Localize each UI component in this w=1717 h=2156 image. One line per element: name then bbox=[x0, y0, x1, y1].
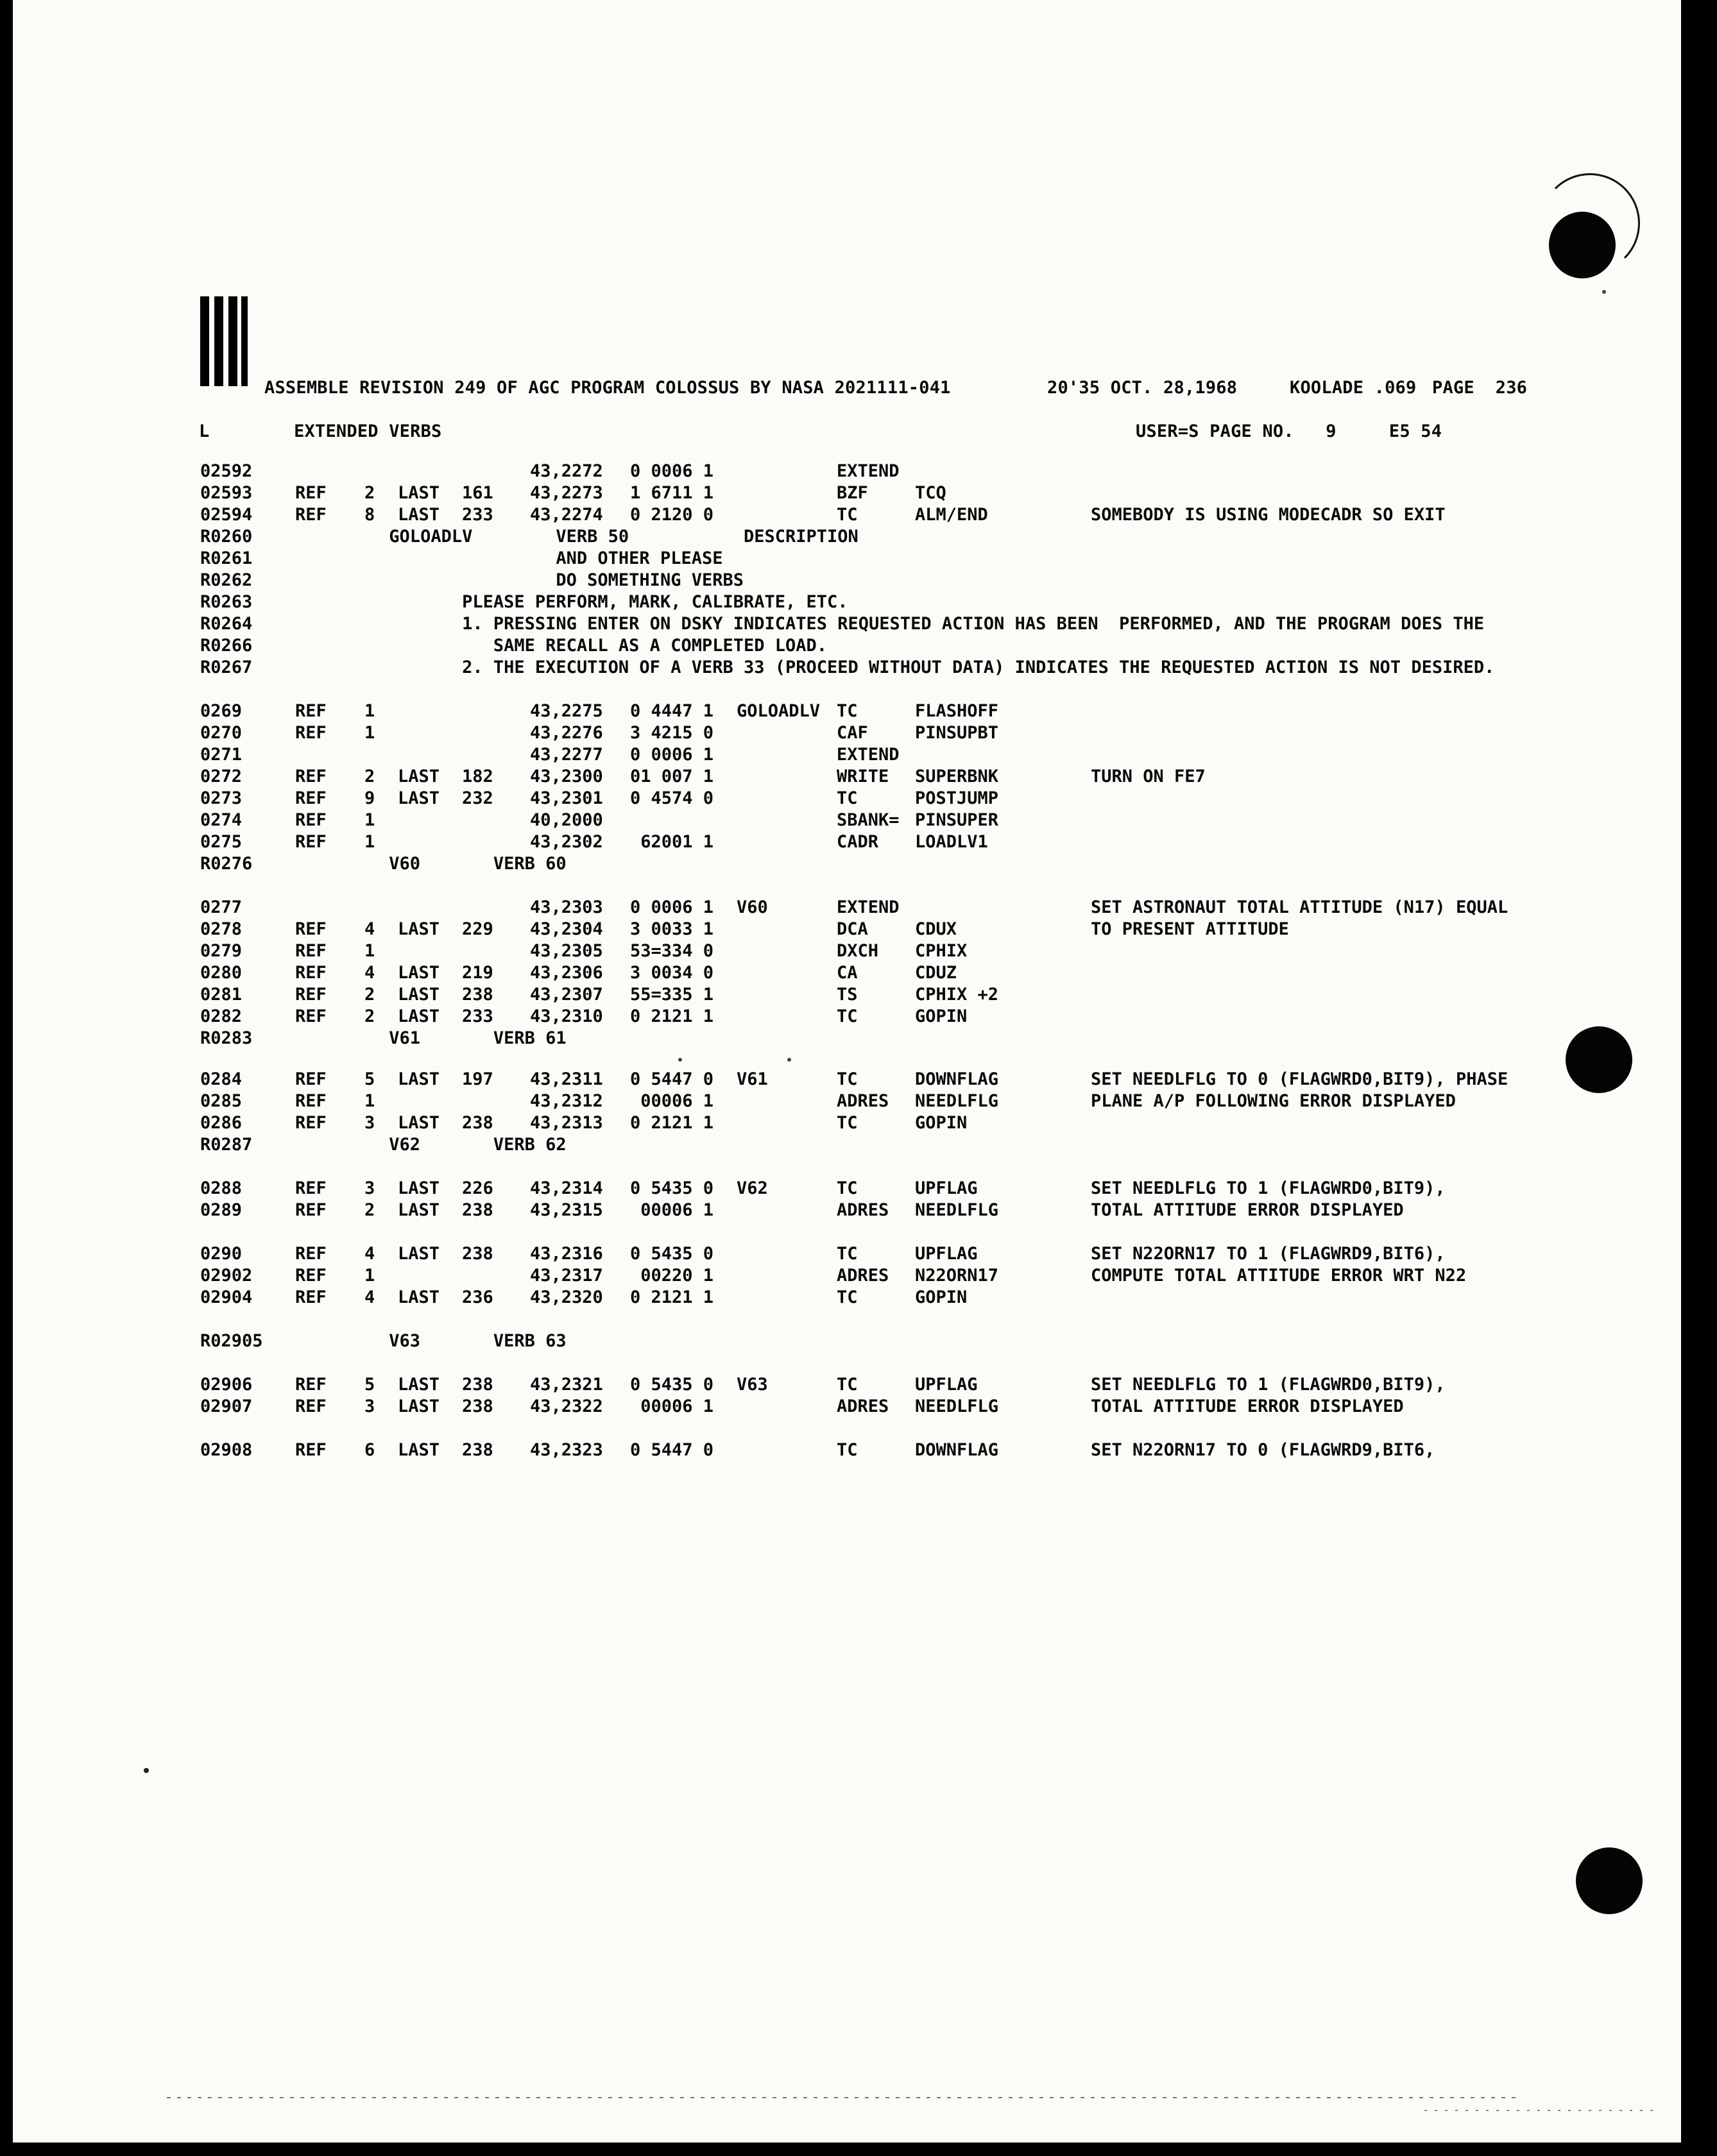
octal-word: 3 4215 0 bbox=[630, 723, 714, 743]
ref-count: 2 bbox=[364, 1006, 375, 1026]
last-page: 197 bbox=[462, 1069, 493, 1089]
address: 43,2303 bbox=[530, 897, 603, 917]
description-line: SAME RECALL AS A COMPLETED LOAD. bbox=[295, 636, 828, 656]
description-line: 1. PRESSING ENTER ON DSKY INDICATES REQUESTED ACTION HAS BEEN PERFORMED, AND THE PROGRAM DOES THE bbox=[295, 614, 1485, 634]
octal-word: 0 0006 1 bbox=[630, 897, 714, 917]
last-marker: LAST bbox=[398, 1178, 440, 1198]
last-marker: LAST bbox=[398, 505, 440, 525]
ref-marker: REF bbox=[295, 1113, 327, 1133]
ref-marker: REF bbox=[295, 788, 327, 808]
ref-marker: REF bbox=[295, 1200, 327, 1220]
last-page: 236 bbox=[462, 1287, 493, 1307]
line-id: R0283 bbox=[200, 1028, 253, 1048]
ref-marker: REF bbox=[295, 941, 327, 961]
ref-marker: REF bbox=[295, 1440, 327, 1460]
line-id: R02905 bbox=[200, 1331, 263, 1351]
line-id: 02594 bbox=[200, 505, 253, 525]
line-id: 02592 bbox=[200, 461, 253, 481]
line-id: R0276 bbox=[200, 854, 253, 874]
address: 43,2304 bbox=[530, 919, 603, 939]
ref-marker: REF bbox=[295, 483, 327, 503]
ref-count: 1 bbox=[364, 723, 375, 743]
opcode: DCA bbox=[837, 919, 868, 939]
address: 43,2272 bbox=[530, 461, 603, 481]
ref-marker: REF bbox=[295, 1006, 327, 1026]
line-id: 0286 bbox=[200, 1113, 243, 1133]
operand: DOWNFLAG bbox=[915, 1069, 999, 1089]
opcode: ADRES bbox=[837, 1200, 889, 1220]
operand: PINSUPBT bbox=[915, 723, 999, 743]
ref-count: 4 bbox=[364, 919, 375, 939]
octal-word: 55=335 1 bbox=[630, 985, 714, 1005]
listing-user: KOOLADE .069 bbox=[1290, 378, 1417, 398]
ref-marker: REF bbox=[295, 1287, 327, 1307]
opcode: TC bbox=[837, 701, 858, 721]
last-marker: LAST bbox=[398, 985, 440, 1005]
last-marker: LAST bbox=[398, 1396, 440, 1416]
last-page: 226 bbox=[462, 1178, 493, 1198]
ref-count: 1 bbox=[364, 832, 375, 852]
operand: GOPIN bbox=[915, 1006, 968, 1026]
opcode: TC bbox=[837, 1178, 858, 1198]
last-marker: LAST bbox=[398, 483, 440, 503]
description-line: 2. THE EXECUTION OF A VERB 33 (PROCEED WITHOUT DATA) INDICATES THE REQUESTED ACTION IS NOT DESIRED. bbox=[295, 658, 1495, 677]
address: 43,2306 bbox=[530, 963, 603, 983]
ref-marker: REF bbox=[295, 505, 327, 525]
ref-marker: REF bbox=[295, 767, 327, 786]
opcode: CA bbox=[837, 963, 858, 983]
address: 43,2277 bbox=[530, 745, 603, 765]
ref-count: 3 bbox=[364, 1396, 375, 1416]
comment: SET N22ORN17 TO 0 (FLAGWRD9,BIT6, bbox=[1091, 1440, 1435, 1460]
octal-word: 62001 1 bbox=[630, 832, 714, 852]
label: V61 bbox=[737, 1069, 768, 1089]
last-page: 238 bbox=[462, 1200, 493, 1220]
operand: ALM/END bbox=[915, 505, 988, 525]
last-marker: LAST bbox=[398, 1113, 440, 1133]
ref-marker: REF bbox=[295, 701, 327, 721]
address: 43,2276 bbox=[530, 723, 603, 743]
ref-count: 4 bbox=[364, 1244, 375, 1264]
octal-word: 00220 1 bbox=[630, 1266, 714, 1286]
description-line: AND OTHER PLEASE bbox=[295, 548, 723, 568]
line-id: 0272 bbox=[200, 767, 243, 786]
line-id: R0263 bbox=[200, 592, 253, 612]
scanned-page bbox=[13, 0, 1681, 2143]
address: 43,2311 bbox=[530, 1069, 603, 1089]
description-line: V62 VERB 62 bbox=[295, 1135, 567, 1155]
last-page: 219 bbox=[462, 963, 493, 983]
last-page: 238 bbox=[462, 1396, 493, 1416]
opcode: EXTEND bbox=[837, 461, 900, 481]
operand: POSTJUMP bbox=[915, 788, 999, 808]
line-id: 0270 bbox=[200, 723, 243, 743]
operand: UPFLAG bbox=[915, 1244, 978, 1264]
line-id: R0264 bbox=[200, 614, 253, 634]
address: 43,2305 bbox=[530, 941, 603, 961]
address: 43,2274 bbox=[530, 505, 603, 525]
address: 43,2301 bbox=[530, 788, 603, 808]
comment: TOTAL ATTITUDE ERROR DISPLAYED bbox=[1091, 1396, 1404, 1416]
operand: NEEDLFLG bbox=[915, 1200, 999, 1220]
ref-count: 1 bbox=[364, 701, 375, 721]
line-id: R0262 bbox=[200, 570, 253, 590]
comment: TURN ON FE7 bbox=[1091, 767, 1206, 786]
line-id: R0261 bbox=[200, 548, 253, 568]
octal-word: 53=334 0 bbox=[630, 941, 714, 961]
octal-word: 0 4574 0 bbox=[630, 788, 714, 808]
octal-word: 00006 1 bbox=[630, 1200, 714, 1220]
ref-marker: REF bbox=[295, 1266, 327, 1286]
operand: UPFLAG bbox=[915, 1375, 978, 1395]
octal-word: 3 0033 1 bbox=[630, 919, 714, 939]
address: 43,2321 bbox=[530, 1375, 603, 1395]
opcode: BZF bbox=[837, 483, 868, 503]
ref-count: 1 bbox=[364, 810, 375, 830]
opcode: TC bbox=[837, 1287, 858, 1307]
last-marker: LAST bbox=[398, 1069, 440, 1089]
ref-count: 4 bbox=[364, 1287, 375, 1307]
ref-count: 3 bbox=[364, 1178, 375, 1198]
operand: NEEDLFLG bbox=[915, 1396, 999, 1416]
ref-marker: REF bbox=[295, 810, 327, 830]
ref-count: 6 bbox=[364, 1440, 375, 1460]
line-id: R0266 bbox=[200, 636, 253, 656]
opcode: TC bbox=[837, 1006, 858, 1026]
opcode: WRITE bbox=[837, 767, 889, 786]
last-page: 182 bbox=[462, 767, 493, 786]
ref-count: 2 bbox=[364, 985, 375, 1005]
last-marker: LAST bbox=[398, 1006, 440, 1026]
opcode: TC bbox=[837, 1069, 858, 1089]
address: 43,2323 bbox=[530, 1440, 603, 1460]
ref-count: 2 bbox=[364, 1200, 375, 1220]
operand: CPHIX bbox=[915, 941, 968, 961]
line-id: R0260 bbox=[200, 527, 253, 547]
octal-word: 3 0034 0 bbox=[630, 963, 714, 983]
description-line: PLEASE PERFORM, MARK, CALIBRATE, ETC. bbox=[295, 592, 848, 612]
last-marker: LAST bbox=[398, 1375, 440, 1395]
ref-marker: REF bbox=[295, 985, 327, 1005]
line-id: 0288 bbox=[200, 1178, 243, 1198]
opcode: TC bbox=[837, 1113, 858, 1133]
last-page: 238 bbox=[462, 985, 493, 1005]
line-id: 0280 bbox=[200, 963, 243, 983]
comment: SOMEBODY IS USING MODECADR SO EXIT bbox=[1091, 505, 1446, 525]
comment: COMPUTE TOTAL ATTITUDE ERROR WRT N22 bbox=[1091, 1266, 1467, 1286]
address: 43,2302 bbox=[530, 832, 603, 852]
operand: N22ORN17 bbox=[915, 1266, 999, 1286]
listing-page-number: PAGE 236 bbox=[1432, 378, 1528, 398]
octal-word: 01 007 1 bbox=[630, 767, 714, 786]
ref-count: 9 bbox=[364, 788, 375, 808]
comment: SET N22ORN17 TO 1 (FLAGWRD9,BIT6), bbox=[1091, 1244, 1446, 1264]
operand: FLASHOFF bbox=[915, 701, 999, 721]
operand: LOADLV1 bbox=[915, 832, 988, 852]
listing-timestamp: 20'35 OCT. 28,1968 bbox=[1047, 378, 1238, 398]
octal-word: 0 2121 1 bbox=[630, 1113, 714, 1133]
line-id: 0281 bbox=[200, 985, 243, 1005]
opcode: ADRES bbox=[837, 1266, 889, 1286]
line-id: 0279 bbox=[200, 941, 243, 961]
address: 43,2315 bbox=[530, 1200, 603, 1220]
ref-count: 2 bbox=[364, 483, 375, 503]
opcode: EXTEND bbox=[837, 897, 900, 917]
label: V63 bbox=[737, 1375, 768, 1395]
octal-word: 0 5435 0 bbox=[630, 1244, 714, 1264]
last-marker: LAST bbox=[398, 1287, 440, 1307]
section-title: L EXTENDED VERBS bbox=[199, 421, 442, 441]
octal-word: 0 5447 0 bbox=[630, 1069, 714, 1089]
opcode: TC bbox=[837, 1440, 858, 1460]
address: 43,2322 bbox=[530, 1396, 603, 1416]
last-marker: LAST bbox=[398, 963, 440, 983]
opcode: TC bbox=[837, 788, 858, 808]
last-marker: LAST bbox=[398, 767, 440, 786]
last-marker: LAST bbox=[398, 1440, 440, 1460]
line-id: 0275 bbox=[200, 832, 243, 852]
octal-word: 00006 1 bbox=[630, 1396, 714, 1416]
operand: GOPIN bbox=[915, 1113, 968, 1133]
operand: PINSUPER bbox=[915, 810, 999, 830]
address: 43,2300 bbox=[530, 767, 603, 786]
address: 43,2317 bbox=[530, 1266, 603, 1286]
operand: CPHIX +2 bbox=[915, 985, 999, 1005]
address: 43,2316 bbox=[530, 1244, 603, 1264]
operand: UPFLAG bbox=[915, 1178, 978, 1198]
opcode: CAF bbox=[837, 723, 868, 743]
user-page-number: USER=S PAGE NO. 9 E5 54 bbox=[1136, 421, 1442, 441]
opcode: TC bbox=[837, 1244, 858, 1264]
octal-word: 0 2121 1 bbox=[630, 1006, 714, 1026]
ref-marker: REF bbox=[295, 1069, 327, 1089]
line-id: 0271 bbox=[200, 745, 243, 765]
last-page: 161 bbox=[462, 483, 493, 503]
line-id: 0277 bbox=[200, 897, 243, 917]
line-id: 0289 bbox=[200, 1200, 243, 1220]
octal-word: 1 6711 1 bbox=[630, 483, 714, 503]
opcode: ADRES bbox=[837, 1091, 889, 1111]
line-id: 0282 bbox=[200, 1006, 243, 1026]
last-marker: LAST bbox=[398, 1244, 440, 1264]
line-id: 0285 bbox=[200, 1091, 243, 1111]
opcode: TC bbox=[837, 505, 858, 525]
operand: GOPIN bbox=[915, 1287, 968, 1307]
description-line: V61 VERB 61 bbox=[295, 1028, 567, 1048]
ref-count: 1 bbox=[364, 1091, 375, 1111]
label: V62 bbox=[737, 1178, 768, 1198]
operand: SUPERBNK bbox=[915, 767, 999, 786]
ref-marker: REF bbox=[295, 1091, 327, 1111]
scan-specks bbox=[13, 0, 1681, 2143]
line-id: 02907 bbox=[200, 1396, 253, 1416]
ref-count: 5 bbox=[364, 1375, 375, 1395]
opcode: TS bbox=[837, 985, 858, 1005]
ref-marker: REF bbox=[295, 1244, 327, 1264]
last-page: 232 bbox=[462, 788, 493, 808]
address: 43,2314 bbox=[530, 1178, 603, 1198]
ref-marker: REF bbox=[295, 919, 327, 939]
line-id: R0287 bbox=[200, 1135, 253, 1155]
ref-count: 8 bbox=[364, 505, 375, 525]
description-line: DO SOMETHING VERBS bbox=[295, 570, 744, 590]
ref-marker: REF bbox=[295, 1375, 327, 1395]
comment: TOTAL ATTITUDE ERROR DISPLAYED bbox=[1091, 1200, 1404, 1220]
last-page: 229 bbox=[462, 919, 493, 939]
address: 43,2320 bbox=[530, 1287, 603, 1307]
octal-word: 0 4447 1 bbox=[630, 701, 714, 721]
ref-count: 1 bbox=[364, 1266, 375, 1286]
last-page: 238 bbox=[462, 1244, 493, 1264]
address: 40,2000 bbox=[530, 810, 603, 830]
octal-word: 00006 1 bbox=[630, 1091, 714, 1111]
ref-count: 3 bbox=[364, 1113, 375, 1133]
ref-count: 5 bbox=[364, 1069, 375, 1089]
octal-word: 0 5447 0 bbox=[630, 1440, 714, 1460]
ref-marker: REF bbox=[295, 832, 327, 852]
line-id: R0267 bbox=[200, 658, 253, 677]
line-id: 02906 bbox=[200, 1375, 253, 1395]
opcode: CADR bbox=[837, 832, 879, 852]
ref-marker: REF bbox=[295, 723, 327, 743]
operand: DOWNFLAG bbox=[915, 1440, 999, 1460]
address: 43,2307 bbox=[530, 985, 603, 1005]
line-id: 02593 bbox=[200, 483, 253, 503]
label: GOLOADLV bbox=[737, 701, 821, 721]
comment: SET NEEDLFLG TO 1 (FLAGWRD0,BIT9), bbox=[1091, 1178, 1446, 1198]
line-id: 02908 bbox=[200, 1440, 253, 1460]
ref-count: 4 bbox=[364, 963, 375, 983]
line-id: 0284 bbox=[200, 1069, 243, 1089]
octal-word: 0 0006 1 bbox=[630, 745, 714, 765]
comment: TO PRESENT ATTITUDE bbox=[1091, 919, 1289, 939]
label: V60 bbox=[737, 897, 768, 917]
operand: NEEDLFLG bbox=[915, 1091, 999, 1111]
line-id: 02904 bbox=[200, 1287, 253, 1307]
address: 43,2275 bbox=[530, 701, 603, 721]
line-id: 0278 bbox=[200, 919, 243, 939]
ref-marker: REF bbox=[295, 963, 327, 983]
octal-word: 0 2120 0 bbox=[630, 505, 714, 525]
last-page: 238 bbox=[462, 1375, 493, 1395]
last-marker: LAST bbox=[398, 1200, 440, 1220]
operand: CDUX bbox=[915, 919, 957, 939]
ref-count: 1 bbox=[364, 941, 375, 961]
description-line: GOLOADLV VERB 50 DESCRIPTION bbox=[295, 527, 858, 547]
last-page: 233 bbox=[462, 1006, 493, 1026]
octal-word: 0 2121 1 bbox=[630, 1287, 714, 1307]
opcode: EXTEND bbox=[837, 745, 900, 765]
comment: SET ASTRONAUT TOTAL ATTITUDE (N17) EQUAL bbox=[1091, 897, 1508, 917]
line-id: 0273 bbox=[200, 788, 243, 808]
line-id: 0269 bbox=[200, 701, 243, 721]
opcode: ADRES bbox=[837, 1396, 889, 1416]
comment: SET NEEDLFLG TO 1 (FLAGWRD0,BIT9), bbox=[1091, 1375, 1446, 1395]
octal-word: 0 5435 0 bbox=[630, 1178, 714, 1198]
opcode: SBANK= bbox=[837, 810, 900, 830]
line-id: 0290 bbox=[200, 1244, 243, 1264]
opcode: DXCH bbox=[837, 941, 879, 961]
address: 43,2310 bbox=[530, 1006, 603, 1026]
ref-marker: REF bbox=[295, 1178, 327, 1198]
listing-title: ASSEMBLE REVISION 249 OF AGC PROGRAM COLOSSUS BY NASA 2021111-041 bbox=[264, 378, 951, 398]
comment: PLANE A/P FOLLOWING ERROR DISPLAYED bbox=[1091, 1091, 1456, 1111]
last-marker: LAST bbox=[398, 919, 440, 939]
opcode: TC bbox=[837, 1375, 858, 1395]
address: 43,2313 bbox=[530, 1113, 603, 1133]
comment: SET NEEDLFLG TO 0 (FLAGWRD0,BIT9), PHASE bbox=[1091, 1069, 1508, 1089]
operand: CDUZ bbox=[915, 963, 957, 983]
last-page: 238 bbox=[462, 1440, 493, 1460]
operand: TCQ bbox=[915, 483, 946, 503]
last-marker: LAST bbox=[398, 788, 440, 808]
address: 43,2273 bbox=[530, 483, 603, 503]
line-id: 02902 bbox=[200, 1266, 253, 1286]
ref-count: 2 bbox=[364, 767, 375, 786]
description-line: V60 VERB 60 bbox=[295, 854, 567, 874]
octal-word: 0 0006 1 bbox=[630, 461, 714, 481]
last-page: 238 bbox=[462, 1113, 493, 1133]
last-page: 233 bbox=[462, 505, 493, 525]
ref-marker: REF bbox=[295, 1396, 327, 1416]
line-id: 0274 bbox=[200, 810, 243, 830]
address: 43,2312 bbox=[530, 1091, 603, 1111]
description-line: V63 VERB 63 bbox=[295, 1331, 567, 1351]
octal-word: 0 5435 0 bbox=[630, 1375, 714, 1395]
